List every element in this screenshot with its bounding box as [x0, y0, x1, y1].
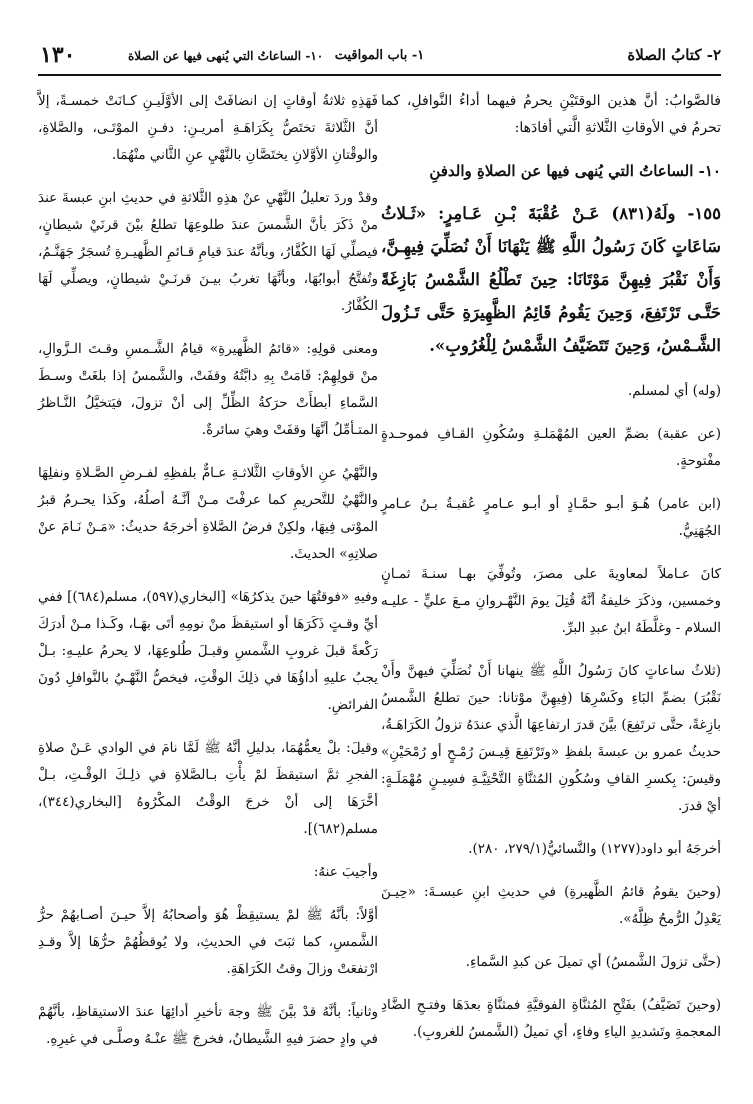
- commentary-paragraph: وقيلَ: بلْ يعمُّهُمَا، بدليلِ أنَّهُ ﷺ لَمَّا نامَ في الوادي عَـنْ صلاةِ الفجرِ ثمَّ استيقظَ لمْ يأْتِ بـالصَّلاةِ في ذلِـكَ الوقْـتِ، بـلْ أخَّرَهَا إلى أنْ خرجَ الوقْتُ المكْرُوهُ [البخاري(٣٤٤)، مسلم(٦٨٢)].: [38, 740, 378, 837]
- commentary-paragraph: ومعنى قولِهِ: «قائمُ الظَّهيرةِ» قيامُ الشَّـمسِ وقـتَ الـزَّوالِ، منْ قولِهِمْ: قَامَتْ بِهِ دابَّتُهُ وقفَتْ، والشَّمسُ إذا بلغَتْ وسـطَ السَّماءِ أبطأَتْ حرَكةُ الظِّلِّ إلى أنْ تزولَ، فيَتخيَّلُ النَّـاظرُ المتـأمِّلُ أنَّهَا وقفَتْ وهيَ سائرةٌ.: [38, 341, 378, 438]
- commentary-paragraph: (عن عقبة) بضمِّ العين المُهْمَلـةِ وسُكُونِ القـافِ فموحـدةٍ مفْتوحةٍ.: [381, 426, 721, 469]
- header-book-title: ٢- كتابُ الصلاة: [627, 46, 721, 64]
- commentary-paragraph: (وحينَ يقومُ قائمُ الظَّهيرةِ) في حديثِ ابنِ عبسـةَ: «حِيـنَ يَعْدِلُ الرُّمحُ ظِلَّهُ».: [381, 884, 721, 927]
- commentary-paragraph: (وله) أي لمسلم.: [627, 383, 721, 399]
- paragraph: فالصَّوابُ: أنَّ هذين الوقتَيْنِ يحرمُ فيهما أداءُ النَّوافلِ، كما تحرمُ في الأوقاتِ الثَّلاثةِ الَّتي أفادَها:: [381, 93, 721, 136]
- commentary-paragraph: وأجيبَ عنهُ:: [313, 864, 378, 880]
- commentary-paragraph: وفيهِ «فوقتُهَا حينَ يذكرُهَا» [البخاري(٥٩٧)، مسلم(٦٨٤)] ففي أيِّ وقـتٍ ذَكَرَهَا أو استيقظَ منْ نومِهِ أتَى بهَـا، وكَـذا مـنْ أدرَكَ رَكْعةً قبلَ غروبِ الشَّمسِ وقبـلَ طُلوعِهَا، لا يحرمُ عليـهِ: بـلْ يجبُ عليهِ أداؤُهَا في ذلِكَ الوقْتِ، فيخصُّ النَّهْـيُ بالنَّوافلِ دُونَ الفرائضِ.: [38, 589, 378, 713]
- page-number: ١٣٠: [40, 42, 76, 68]
- commentary-paragraph: (حتَّى تزولَ الشَّمسُ) أي تميلَ عن كبدِ السَّماءِ.: [465, 954, 721, 970]
- commentary-paragraph: كانَ عـاملاً لمعاويةَ على مصرَ، وتُوفِّيَ بهـا سنـةَ ثمـانٍ وخمسين، وذكَرَ خليفةُ أنَّهُ قُتِلَ يومَ النَّهْـروانِ مـعَ عليٍّ - عليـه السلام - وغلَّطَهُ ابنُ عبدِ البرِّ.: [381, 566, 721, 636]
- left-column: [38, 88, 378, 1069]
- running-header: [38, 40, 721, 76]
- hadith-text: ١٥٥- ولَهُ(٨٣١) عَـنْ عُقْبَةَ بْـنِ عَـامِرٍ: «ثَـلاثُ سَاعَاتٍ كَانَ رَسُولُ اللَّهِ ﷺ يَنْهَانَا أَنْ نُصَلِّيَ فِيهِـنَّ، وَأَنْ نَقْبُرَ فِيهِنَّ مَوْتَانَا: حِينَ تَطْلُعُ الشَّمْسُ بَازِغَةً حَتَّـى تَرْتَفِعَ، وَحِينَ يَقُومُ قَائِمُ الظَّهِيرَةِ حَتَّى تَـزُولَ الشَّـمْسُ، وَحِينَ تَتَضَيَّفُ الشَّمْسُ لِلْغُرُوبِ».: [381, 204, 721, 355]
- commentary-paragraph: وقدْ وردَ تعليلُ النَّهْيِ عنْ هذِهِ الثَّلاثةِ في حديثِ ابنِ عبسةَ عندَ منْ ذَكَرَ بأنَّ الشَّمسَ عندَ طلوعِهَا تطلعُ بيْنَ قرنَيْ شيطانٍ، فيصلِّي لَهَا الكُفَّارُ، وبأنَّهُ عندَ قيامِ قـائمِ الظَّهيـرةِ تُسجَرُ جَهَنَّـمُ، وتُفتَّحُ أبوابُهَا، وبأنَّهَا تغربُ بيـنَ قرنَـيْ شيطانٍ، ويصلِّي لَهَا الكُفَّارُ.: [38, 190, 378, 314]
- commentary-paragraph: وثانياً: بأنَّهُ قدْ بيَّنَ ﷺ وجهَ تأخيرِ أدائِهَا عندَ الاستيقاظِ، بأنَّهُمْ في وادٍ حضرَ فيهِ الشَّيطانُ، فخرجَ ﷺ عنْـهُ وصلَّـى في غيرِهِ.: [38, 1004, 378, 1047]
- citation-paragraph: أخرجَهُ أبو داود(١٢٧٧) والنَّسائيُّ(٢٧٩/١، ٢٨٠).: [468, 841, 721, 857]
- commentary-paragraph: أوَّلاً: بأنَّهُ ﷺ لمْ يستيقِظْ هُوَ وأصحابُهُ إلاَّ حيـنَ أصـابهُمْ حرُّ الشَّمسِ، كما ثبَتَ في الحديثِ، ولا يُوقظُهُمْ حرُّهَا إلاَّ وقـدِ ارْتفعَتْ وزالَ وقتُ الكَرَاهَةِ.: [38, 907, 378, 977]
- header-section-title: ١٠- الساعاتُ التي يُنهى فيها عن الصلاة: [128, 49, 324, 63]
- right-column: [381, 88, 721, 1062]
- commentary-paragraph: (ثلاثُ ساعاتٍ كانَ رَسُولُ اللَّهِ ﷺ ينهانا أَنْ نُصَلِّيَ فيهنَّ وأَنْ نَقْبُرَ) بضمِّ البَاءِ وكَسْرِهَا (فِيهِنَّ موْتانا: حينَ تطلعُ الشَّمسُ بازِغةً، حتَّى ترتَفِعَ) بيَّنَ قدرَ ارتفاعِهَا الَّذي عندَهُ تزولُ الكَرَاهَـةُ، حديثُ عمرو بن عبسةَ بلفظِ «وتَرْتَفِعَ قِيـسَ رُمْـحٍ أو رُمْحَيْنِ» وقيسَ: بِكسرِ القافِ وسُكُونِ المُثنَّاةِ التَّحْتِيَّـةِ فسِيـنٍ مُهْمَلَـةٍ: أيْ قدرَ.: [381, 663, 721, 814]
- commentary-paragraph: والنَّهْيُ عنِ الأوقاتِ الثَّلاثـةِ عـامٌّ بلفظِهِ لفـرضِ الصَّـلاةِ ونفلِهَا والنَّهْيُ للتَّحريمِ كما عرفْتَ مـنْ أنَّـهُ أصلُهُ، وكَذا يحـرمُ قبرُ الموْتى فِيهَا، ولكِنْ فرضُ الصَّلاةِ أخرجَهُ حديثُ: «مَـنْ نَـامَ عنْ صلاتِهِ» الحديثَ.: [38, 465, 378, 562]
- header-chapter-title: ١- باب المواقيت: [334, 48, 425, 63]
- commentary-paragraph: (ابن عامر) هُـوَ أبـو حمَّـادٍ أو أبـو عـامرٍ عُقبـةُ بـنُ عـامرٍ الجُهَنِيُّ.: [381, 496, 721, 539]
- commentary-paragraph: فَهَذِهِ ثلاثةُ أوقاتٍ إن انضافَتْ إلى الأوَّلَيـنِ كـانَتْ خمسـةً، إلاَّ أنَّ الثَّلاثةَ تختَصُّ بِكَرَاهَـةِ أمريـنِ: دفـنِ الموْتَـى، والصَّلاةِ، والوقْتانِ الأوَّلانِ يختَصَّانِ بالنَّهْيِ عنِ الثَّاني منْهُمَا.: [38, 93, 378, 163]
- commentary-paragraph: (وحينَ تَضَيَّفُ) بفَتْحِ المُثنَّاةِ الفوقيَّةِ فمثنَّاةٍ بعدَهَا وفتـحِ الضَّادِ المعجمةِ وتَشديدِ الياءِ وفاءٍ، أي تميلُ (الشَّمسُ للغروبِ).: [381, 997, 721, 1040]
- section-heading: ١٠- الساعاتُ التي يُنهى فيها عن الصلاةِ والدفنِ: [429, 162, 721, 180]
